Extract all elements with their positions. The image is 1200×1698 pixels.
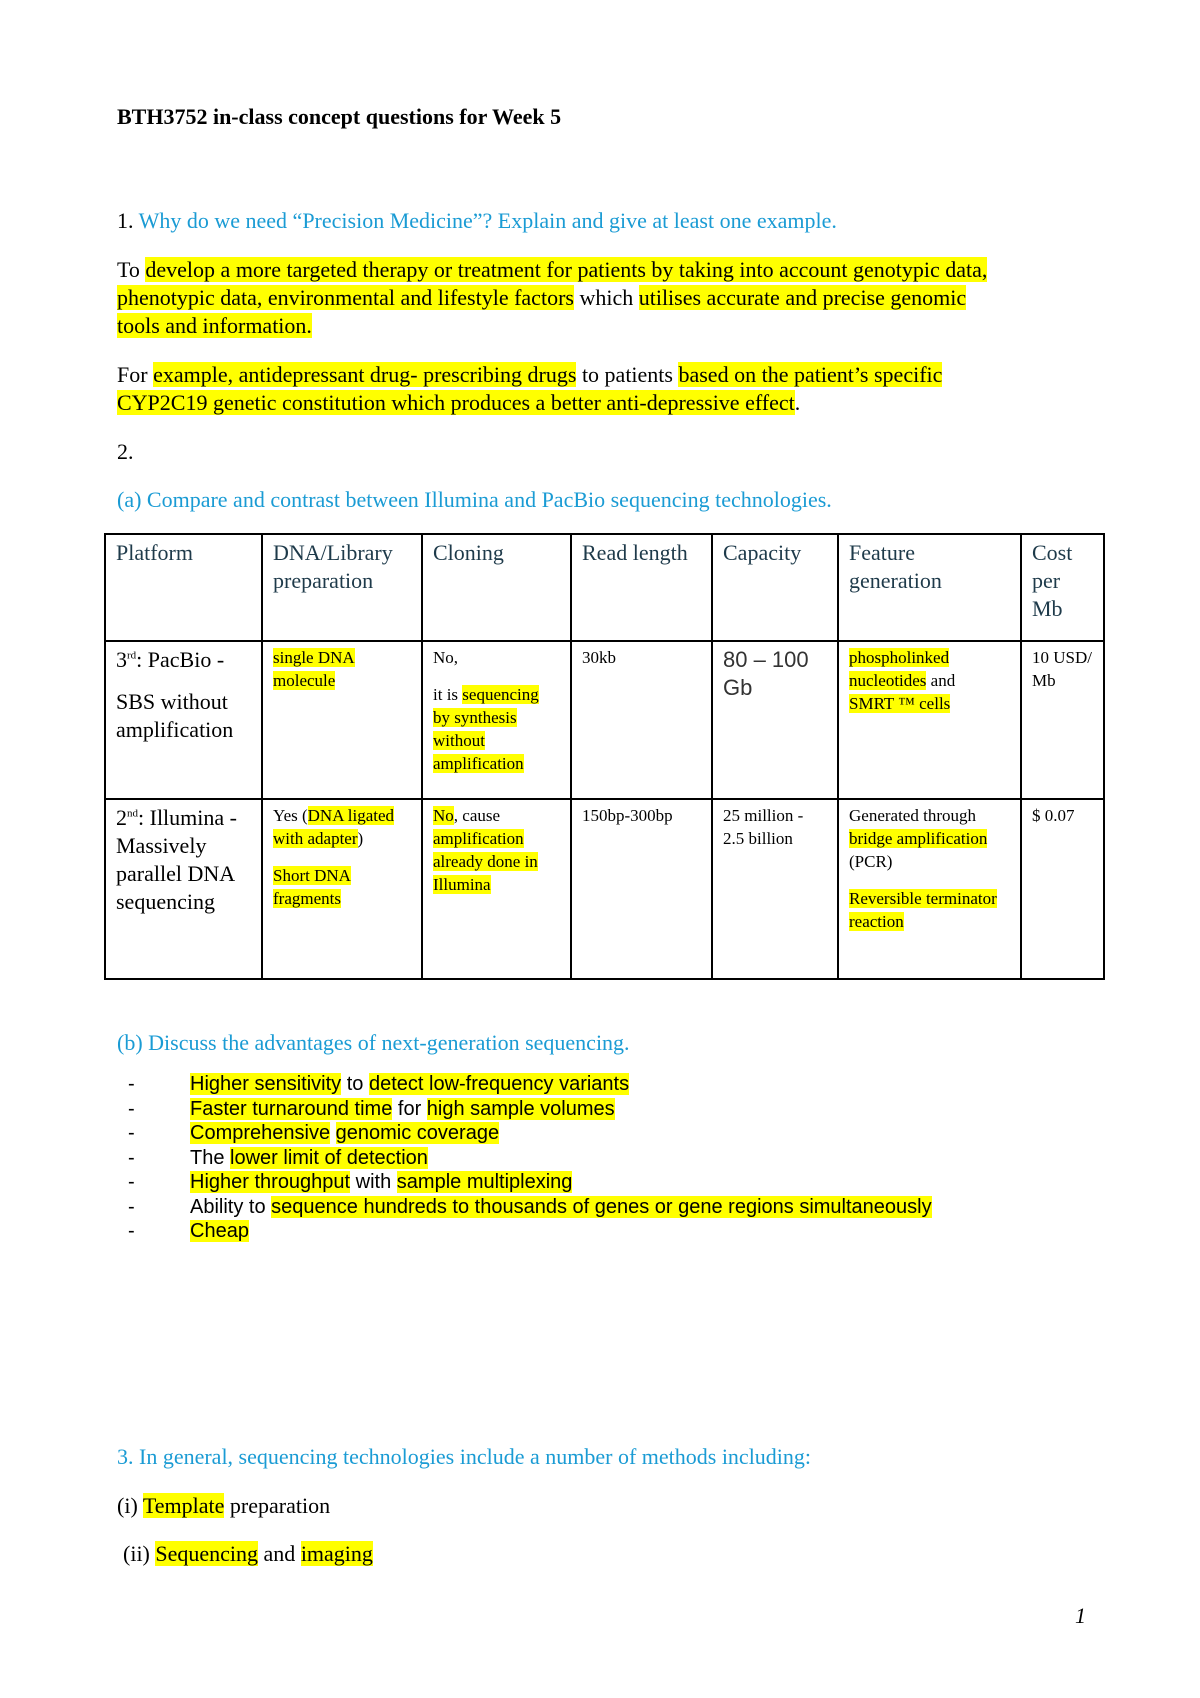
document-title: BTH3752 in-class concept questions for Week 5 bbox=[117, 104, 562, 129]
cell-illumina-cost: $ 0.07 bbox=[1021, 799, 1104, 979]
cell-illumina-feature: Generated through bridge amplification (PCR) Reversible terminator reaction bbox=[838, 799, 1021, 979]
cell-pacbio-cloning: No, it is sequencing by synthesis without amplification bbox=[422, 641, 571, 799]
list-item: - Comprehensive genomic coverage bbox=[128, 1122, 500, 1144]
list-item: - Cheap bbox=[128, 1220, 249, 1242]
table-header-row bbox=[105, 534, 1104, 641]
table-row-pacbio bbox=[105, 641, 1104, 799]
answer-1-line-3: tools and information. bbox=[117, 313, 312, 338]
cell-pacbio-feature: phospholinked nucleotides and SMRT ™ cells bbox=[838, 641, 1021, 799]
list-item: - Higher throughput with sample multiplexing bbox=[128, 1171, 573, 1193]
list-item: - Faster turnaround time for high sample volumes bbox=[128, 1097, 615, 1120]
question-2a-text: (a) Compare and contrast between Illumina and PacBio sequencing technologies. bbox=[117, 487, 832, 512]
cell-pacbio-library: single DNA molecule bbox=[262, 641, 422, 799]
cell-illumina-read-length: 150bp-300bp bbox=[571, 799, 712, 979]
table-row-illumina bbox=[105, 799, 1104, 979]
header-library-preparation: DNA/Library preparation bbox=[262, 534, 422, 641]
header-read-length: Read length bbox=[571, 534, 712, 641]
cell-pacbio-read-length: 30kb bbox=[571, 641, 712, 799]
question-1-number: 1. bbox=[117, 208, 139, 233]
cell-pacbio-capacity: 80 – 100 Gb bbox=[712, 641, 838, 799]
list-item: - The lower limit of detection bbox=[128, 1146, 428, 1169]
header-platform: Platform bbox=[105, 534, 262, 641]
cell-illumina-library: Yes (DNA ligated with adapter) Short DNA fragments bbox=[262, 799, 422, 979]
cell-illumina-platform: 2nd: Illumina - Massively parallel DNA sequencing bbox=[105, 799, 262, 979]
comparison-table bbox=[104, 533, 1105, 980]
advantages-list bbox=[128, 1072, 932, 1244]
answer-1-line-2: phenotypic data, environmental and lifestyle factors which utilises accurate and precise genomic bbox=[117, 285, 967, 310]
answer-1-line-1: To develop a more targeted therapy or treatment for patients by taking into account genotypic data, bbox=[117, 257, 988, 282]
question-1 bbox=[117, 207, 837, 235]
question-2-number: 2. bbox=[117, 439, 134, 464]
cell-pacbio-platform: 3rd: PacBio - SBS without amplification bbox=[105, 641, 262, 799]
cell-pacbio-cost: 10 USD/ Mb bbox=[1021, 641, 1104, 799]
header-cloning: Cloning bbox=[422, 534, 571, 641]
question-3-item-1: (i) Template preparation bbox=[117, 1493, 331, 1518]
list-item: - Higher sensitivity to detect low-frequency variants bbox=[128, 1073, 630, 1095]
header-cost-per-mb: Cost per Mb bbox=[1021, 534, 1104, 641]
header-feature-generation: Feature generation bbox=[838, 534, 1021, 641]
question-2b-text: (b) Discuss the advantages of next-generation sequencing. bbox=[117, 1030, 630, 1055]
answer-1-example-line-2: CYP2C19 genetic constitution which produces a better anti-depressive effect. bbox=[117, 390, 801, 415]
header-capacity: Capacity bbox=[712, 534, 838, 641]
question-3-item-2: (ii) Sequencing and imaging bbox=[123, 1541, 373, 1566]
question-1-text: Why do we need “Precision Medicine”? Explain and give at least one example. bbox=[138, 208, 837, 233]
cell-illumina-capacity: 25 million - 2.5 billion bbox=[712, 799, 838, 979]
answer-1-example-line-1: For example, antidepressant drug- prescribing drugs to patients based on the patient’s specific bbox=[117, 362, 943, 387]
cell-illumina-cloning: No, cause amplification already done in Illumina bbox=[422, 799, 571, 979]
page-number: 1 bbox=[1075, 1603, 1086, 1628]
question-3-text: 3. In general, sequencing technologies include a number of methods including: bbox=[117, 1444, 812, 1469]
list-item: - Ability to sequence hundreds to thousands of genes or gene regions simultaneously bbox=[128, 1195, 932, 1218]
